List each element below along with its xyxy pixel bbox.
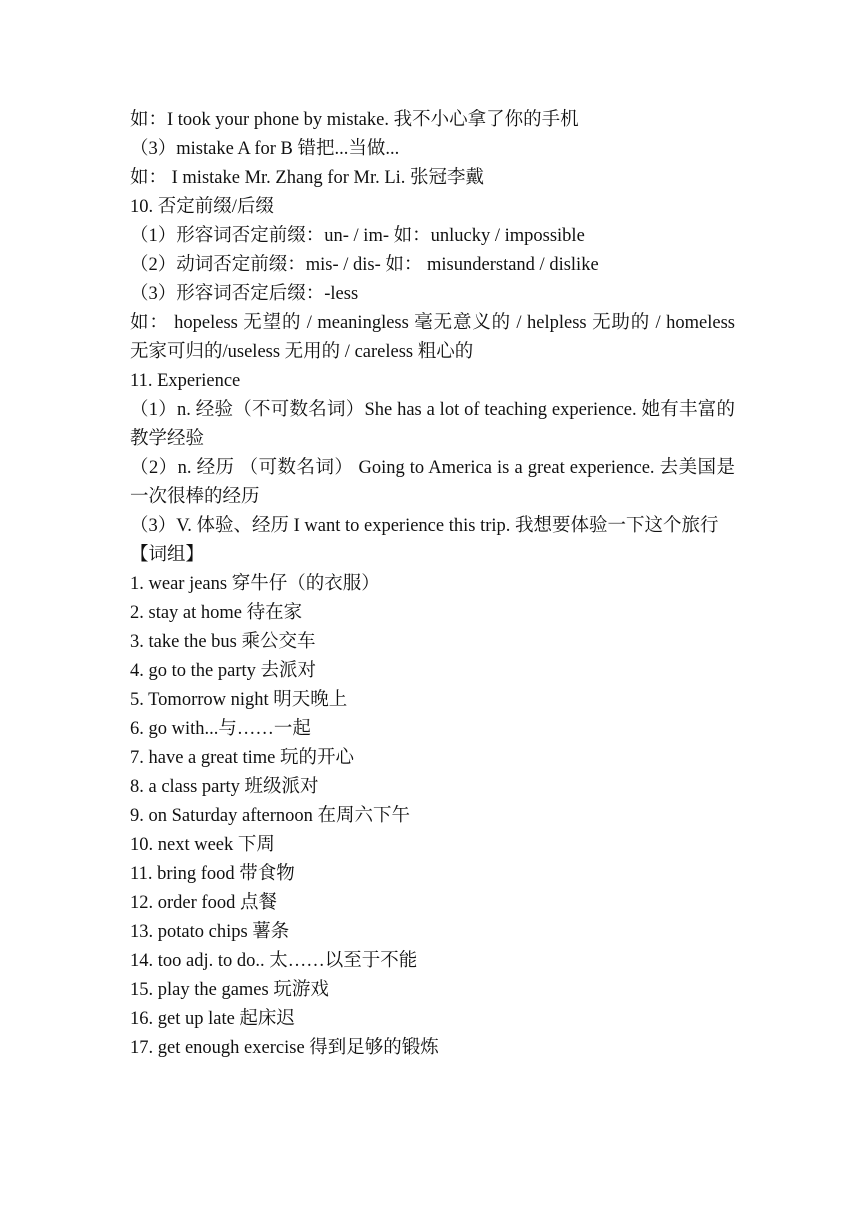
list-item: 17. get enough exercise 得到足够的锻炼 (130, 1038, 439, 1058)
list-item: 12. order food 点餐 (130, 893, 277, 913)
text-line: （2）动词否定前缀：mis- / dis- 如： misunderstand / dislike (130, 255, 599, 275)
list-item: 3. take the bus 乘公交车 (130, 632, 316, 652)
list-item: 2. stay at home 待在家 (130, 603, 303, 623)
list-item: 1. wear jeans 穿牛仔（的衣服） (130, 574, 380, 594)
list-item: 8. a class party 班级派对 (130, 777, 319, 797)
experience-sense: （1）n. 经验（不可数名词）She has a lot of teaching experience. 她有丰富的教学经验 (130, 400, 735, 449)
phrases-heading: 【词组】 (130, 545, 205, 565)
text-line: 如：I took your phone by mistake. 我不小心拿了你的手机 (130, 110, 579, 130)
list-item: 16. get up late 起床迟 (130, 1009, 295, 1029)
list-item: 15. play the games 玩游戏 (130, 980, 329, 1000)
list-item: 5. Tomorrow night 明天晚上 (130, 690, 348, 710)
document-page (130, 106, 735, 1063)
section-heading: 11. Experience (130, 371, 241, 391)
list-item: 9. on Saturday afternoon 在周六下午 (130, 806, 411, 826)
experience-sense: （3）V. 体验、经历 I want to experience this trip. 我想要体验一下这个旅行 (130, 516, 719, 536)
list-item: 10. next week 下周 (130, 835, 275, 855)
text-line: （1）形容词否定前缀：un- / im- 如：unlucky / impossible (130, 226, 585, 246)
list-item: 6. go with...与……一起 (130, 719, 311, 739)
phrase-list (130, 570, 735, 1063)
list-item: 7. have a great time 玩的开心 (130, 748, 354, 768)
text-line: 如： I mistake Mr. Zhang for Mr. Li. 张冠李戴 (130, 168, 485, 188)
less-examples-paragraph: 如： hopeless 无望的 / meaningless 毫无意义的 / helpless 无助的 / homeless 无家可归的/useless 无用的 / careless 粗心的 (130, 313, 735, 362)
text-line: （3）mistake A for B 错把...当做... (130, 139, 400, 159)
experience-sense: （2）n. 经历 （可数名词） Going to America is a great experience. 去美国是一次很棒的经历 (130, 458, 735, 507)
list-item: 13. potato chips 薯条 (130, 922, 290, 942)
section-heading: 10. 否定前缀/后缀 (130, 197, 274, 217)
list-item: 4. go to the party 去派对 (130, 661, 317, 681)
text-line: （3）形容词否定后缀：-less (130, 284, 359, 304)
list-item: 14. too adj. to do.. 太……以至于不能 (130, 951, 418, 971)
list-item: 11. bring food 带食物 (130, 864, 295, 884)
